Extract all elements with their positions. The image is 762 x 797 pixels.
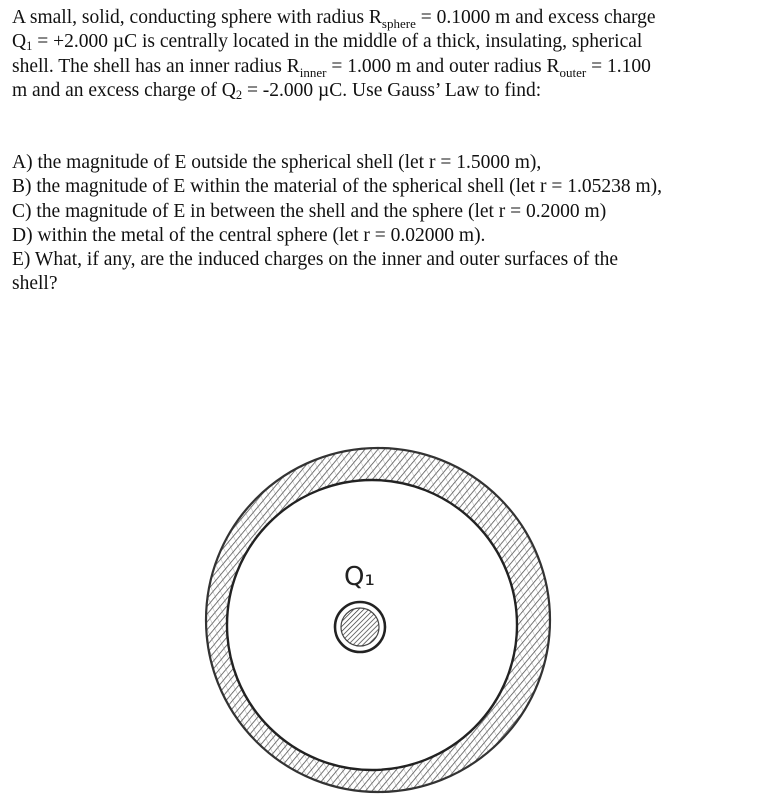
intro-text: = +2.000 µC is centrally located in the middle of a thick, insulating, spherical <box>32 31 643 53</box>
sphere-shell-figure <box>196 440 566 797</box>
charge-label-q1: Q₁ <box>344 562 375 592</box>
problem-statement <box>12 6 752 104</box>
intro-line-1 <box>12 6 752 30</box>
subscript-sphere: sphere <box>381 16 416 31</box>
question-e: E) What, if any, are the induced charges on the inner and outer surfaces of the <box>12 249 619 271</box>
question-list <box>12 151 752 297</box>
subscript-outer: outer <box>559 64 587 80</box>
intro-text: = 0.1000 m and excess charge <box>415 7 656 28</box>
intro-text: Q <box>12 31 27 53</box>
intro-line-2 <box>12 30 752 54</box>
intro-text: = 1.100 <box>586 55 651 77</box>
intro-text: A small, solid, conducting sphere with radius R <box>12 7 382 28</box>
subscript-2: 2 <box>235 88 243 103</box>
subscript-inner: inner <box>299 64 327 80</box>
question-b: B) the magnitude of E within the material of the spherical shell (let r = 1.05238 m), <box>12 176 662 198</box>
question-d: D) within the metal of the central sphere (let r = 0.02000 m). <box>12 224 486 246</box>
subscript-1: 1 <box>26 39 33 54</box>
intro-line-3 <box>12 55 752 79</box>
intro-text: = 1.000 m and outer radius R <box>326 55 560 77</box>
intro-text: shell. The shell has an inner radius R <box>12 55 300 77</box>
question-a: A) the magnitude of E outside the spherical shell (let r = 1.5000 m), <box>12 152 542 173</box>
intro-text: = -2.000 µC. Use Gauss’ Law to find: <box>242 80 542 102</box>
question-e-continued: shell? <box>12 273 58 295</box>
sphere-fill <box>341 608 379 646</box>
question-c: C) the magnitude of E in between the shell and the sphere (let r = 0.2000 m) <box>12 200 607 222</box>
central-sphere <box>335 602 385 652</box>
intro-text: m and an excess charge of Q <box>12 80 236 102</box>
intro-line-4 <box>12 79 752 103</box>
figure-drawing <box>196 440 566 797</box>
